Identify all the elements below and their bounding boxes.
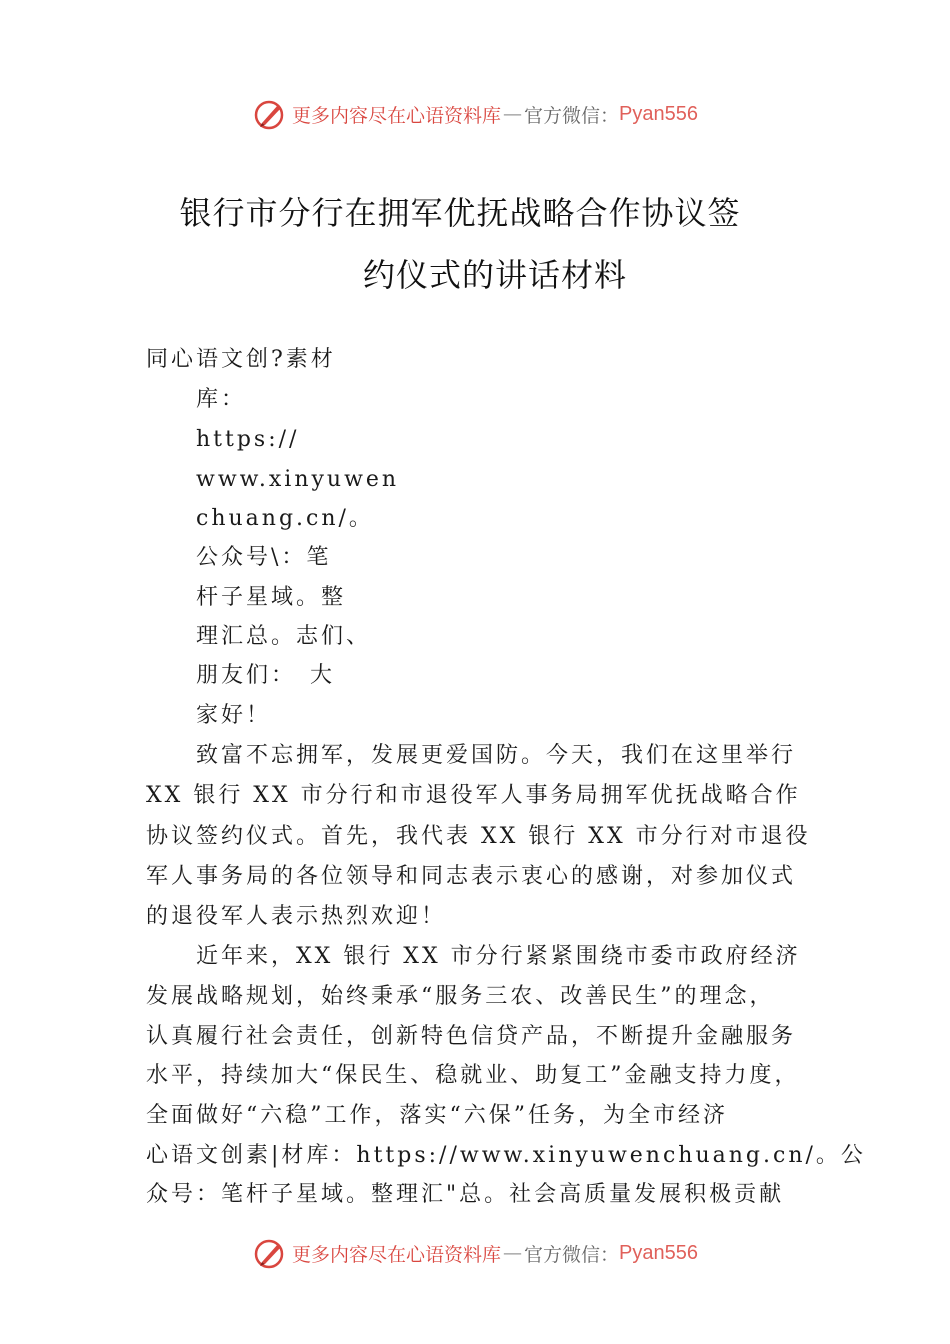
body-line: 理汇总。志们、 (196, 624, 372, 649)
pen-logo-icon (252, 97, 286, 131)
body-line: 家好！ (196, 703, 272, 728)
body-line: 杆子星域。整 (196, 585, 347, 610)
banner-dash: — (503, 103, 523, 125)
body-paragraph-line: 的退役军人表示热烈欢迎！ (146, 904, 447, 929)
document-title-line-2: 约仪式的讲话材料 (362, 256, 627, 294)
body-line: 公众号\：笔 (196, 545, 332, 570)
body-paragraph-line: 致富不忘拥军，发展更爱国防。今天，我们在这里举行 (196, 743, 797, 768)
body-paragraph-line: 众号：笔杆子星域。整理汇"总。社会高质量发展积极贡献 (146, 1182, 785, 1207)
banner-sub-text: 官方微信： (524, 104, 620, 127)
banner-main-text: 更多内容尽在心语资料库 (292, 104, 502, 127)
body-paragraph-line: 全面做好“六稳”工作，落实“六保”任务，为全市经济 (146, 1103, 728, 1128)
header-watermark-banner (0, 94, 950, 134)
pen-logo-icon (252, 1236, 286, 1270)
body-paragraph-line: 水平，持续加大“保民生、稳就业、助复工”金融支持力度， (146, 1063, 800, 1088)
banner-wechat-id: Pyan556 (619, 1241, 698, 1264)
body-paragraph-line: 心语文创素|材库：https://www.xinyuwenchuang.cn/。公 (146, 1143, 866, 1168)
body-line: 库： (196, 387, 247, 412)
body-paragraph-line: 发展战略规划，始终秉承“服务三农、改善民生”的理念， (146, 984, 775, 1009)
body-line: 同心语文创?素材 (146, 347, 336, 372)
document-title-line-1: 银行市分行在拥军优抚战略合作协议签 (179, 194, 741, 232)
body-paragraph-line: 军人事务局的各位领导和同志表示衷心的感谢，对参加仪式 (146, 864, 797, 889)
body-line: www.xinyuwen (196, 467, 400, 492)
body-paragraph-line: 近年来，XX 银行 XX 市分行紧紧围绕市委市政府经济 (196, 944, 801, 969)
banner-wechat-id: Pyan556 (619, 102, 698, 125)
banner-sub-text: 官方微信： (524, 1243, 620, 1266)
body-paragraph-line: 协议签约仪式。首先，我代表 XX 银行 XX 市分行对市退役 (146, 824, 811, 849)
body-line: https:// (196, 427, 300, 452)
banner-dash: — (503, 1242, 523, 1264)
body-line: chuang.cn/。 (196, 506, 374, 531)
body-line: 朋友们： 大 (196, 663, 336, 688)
footer-watermark-banner (0, 1233, 950, 1273)
body-paragraph-line: 认真履行社会责任，创新特色信贷产品，不断提升金融服务 (146, 1024, 797, 1049)
banner-main-text: 更多内容尽在心语资料库 (292, 1243, 502, 1266)
body-paragraph-line: XX 银行 XX 市分行和市退役军人事务局拥军优抚战略合作 (146, 783, 801, 808)
